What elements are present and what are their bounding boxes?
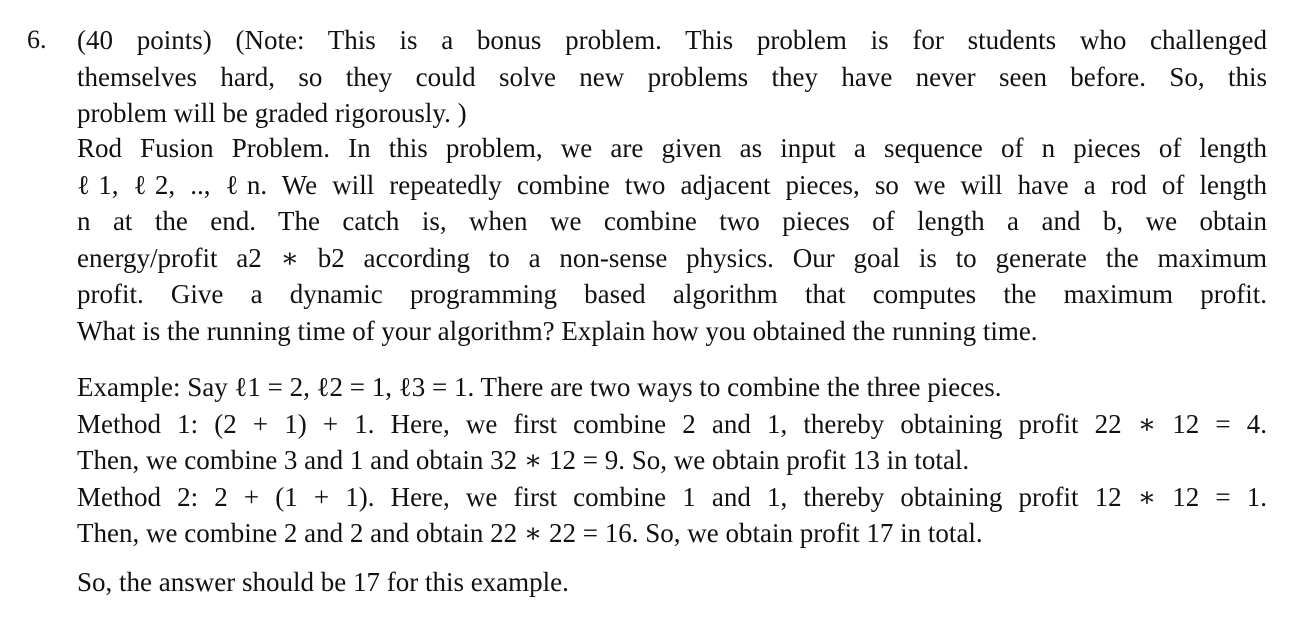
example-section: [77, 369, 1267, 552]
intro-line-1: (40 points) (Note: This is a bonus problem. This problem is for students who challenged: [77, 25, 1267, 55]
conclusion-text: [77, 564, 1267, 601]
statement-line-5: profit. Give a dynamic programming based algorithm that computes the maximum profit.: [77, 279, 1267, 309]
intro-line-3: problem will be graded rigorously. ): [77, 98, 467, 128]
example-line-2: Method 1: (2 + 1) + 1. Here, we first combine 2 and 1, thereby obtaining profit 22 ∗ 12 = 4.: [77, 408, 1267, 439]
statement-line-2: ℓ1, ℓ2, .., ℓn. We will repeatedly combine two adjacent pieces, so we will have a rod of length: [77, 169, 1267, 200]
problem-statement: [77, 130, 1267, 349]
example-line-4: Method 2: 2 + (1 + 1). Here, we first combine 1 and 1, thereby obtaining profit 12 ∗ 12 = 1.: [77, 481, 1267, 512]
statement-line-1: Rod Fusion Problem. In this problem, we are given as input a sequence of n pieces of length: [77, 133, 1267, 163]
statement-line-4: energy/profit a2 ∗ b2 according to a non-sense physics. Our goal is to generate the maximum: [77, 242, 1267, 273]
statement-line-3: n at the end. The catch is, when we combine two pieces of length a and b, we obtain: [77, 206, 1267, 236]
conclusion-line: So, the answer should be 17 for this example.: [77, 567, 569, 597]
example-line-5: Then, we combine 2 and 2 and obtain 22 ∗ 22 = 16. So, we obtain profit 17 in total.: [77, 518, 983, 548]
intro-line-2: themselves hard, so they could solve new problems they have never seen before. So, this: [77, 61, 1267, 92]
problem-intro: [77, 22, 1267, 132]
example-line-1: Example: Say ℓ1 = 2, ℓ2 = 1, ℓ3 = 1. There are two ways to combine the three pieces.: [77, 372, 1002, 402]
example-line-3: Then, we combine 3 and 1 and obtain 32 ∗ 12 = 9. So, we obtain profit 13 in total.: [77, 445, 970, 475]
statement-line-6: What is the running time of your algorithm? Explain how you obtained the running time.: [77, 315, 1038, 346]
problem-number: 6.: [27, 25, 47, 54]
